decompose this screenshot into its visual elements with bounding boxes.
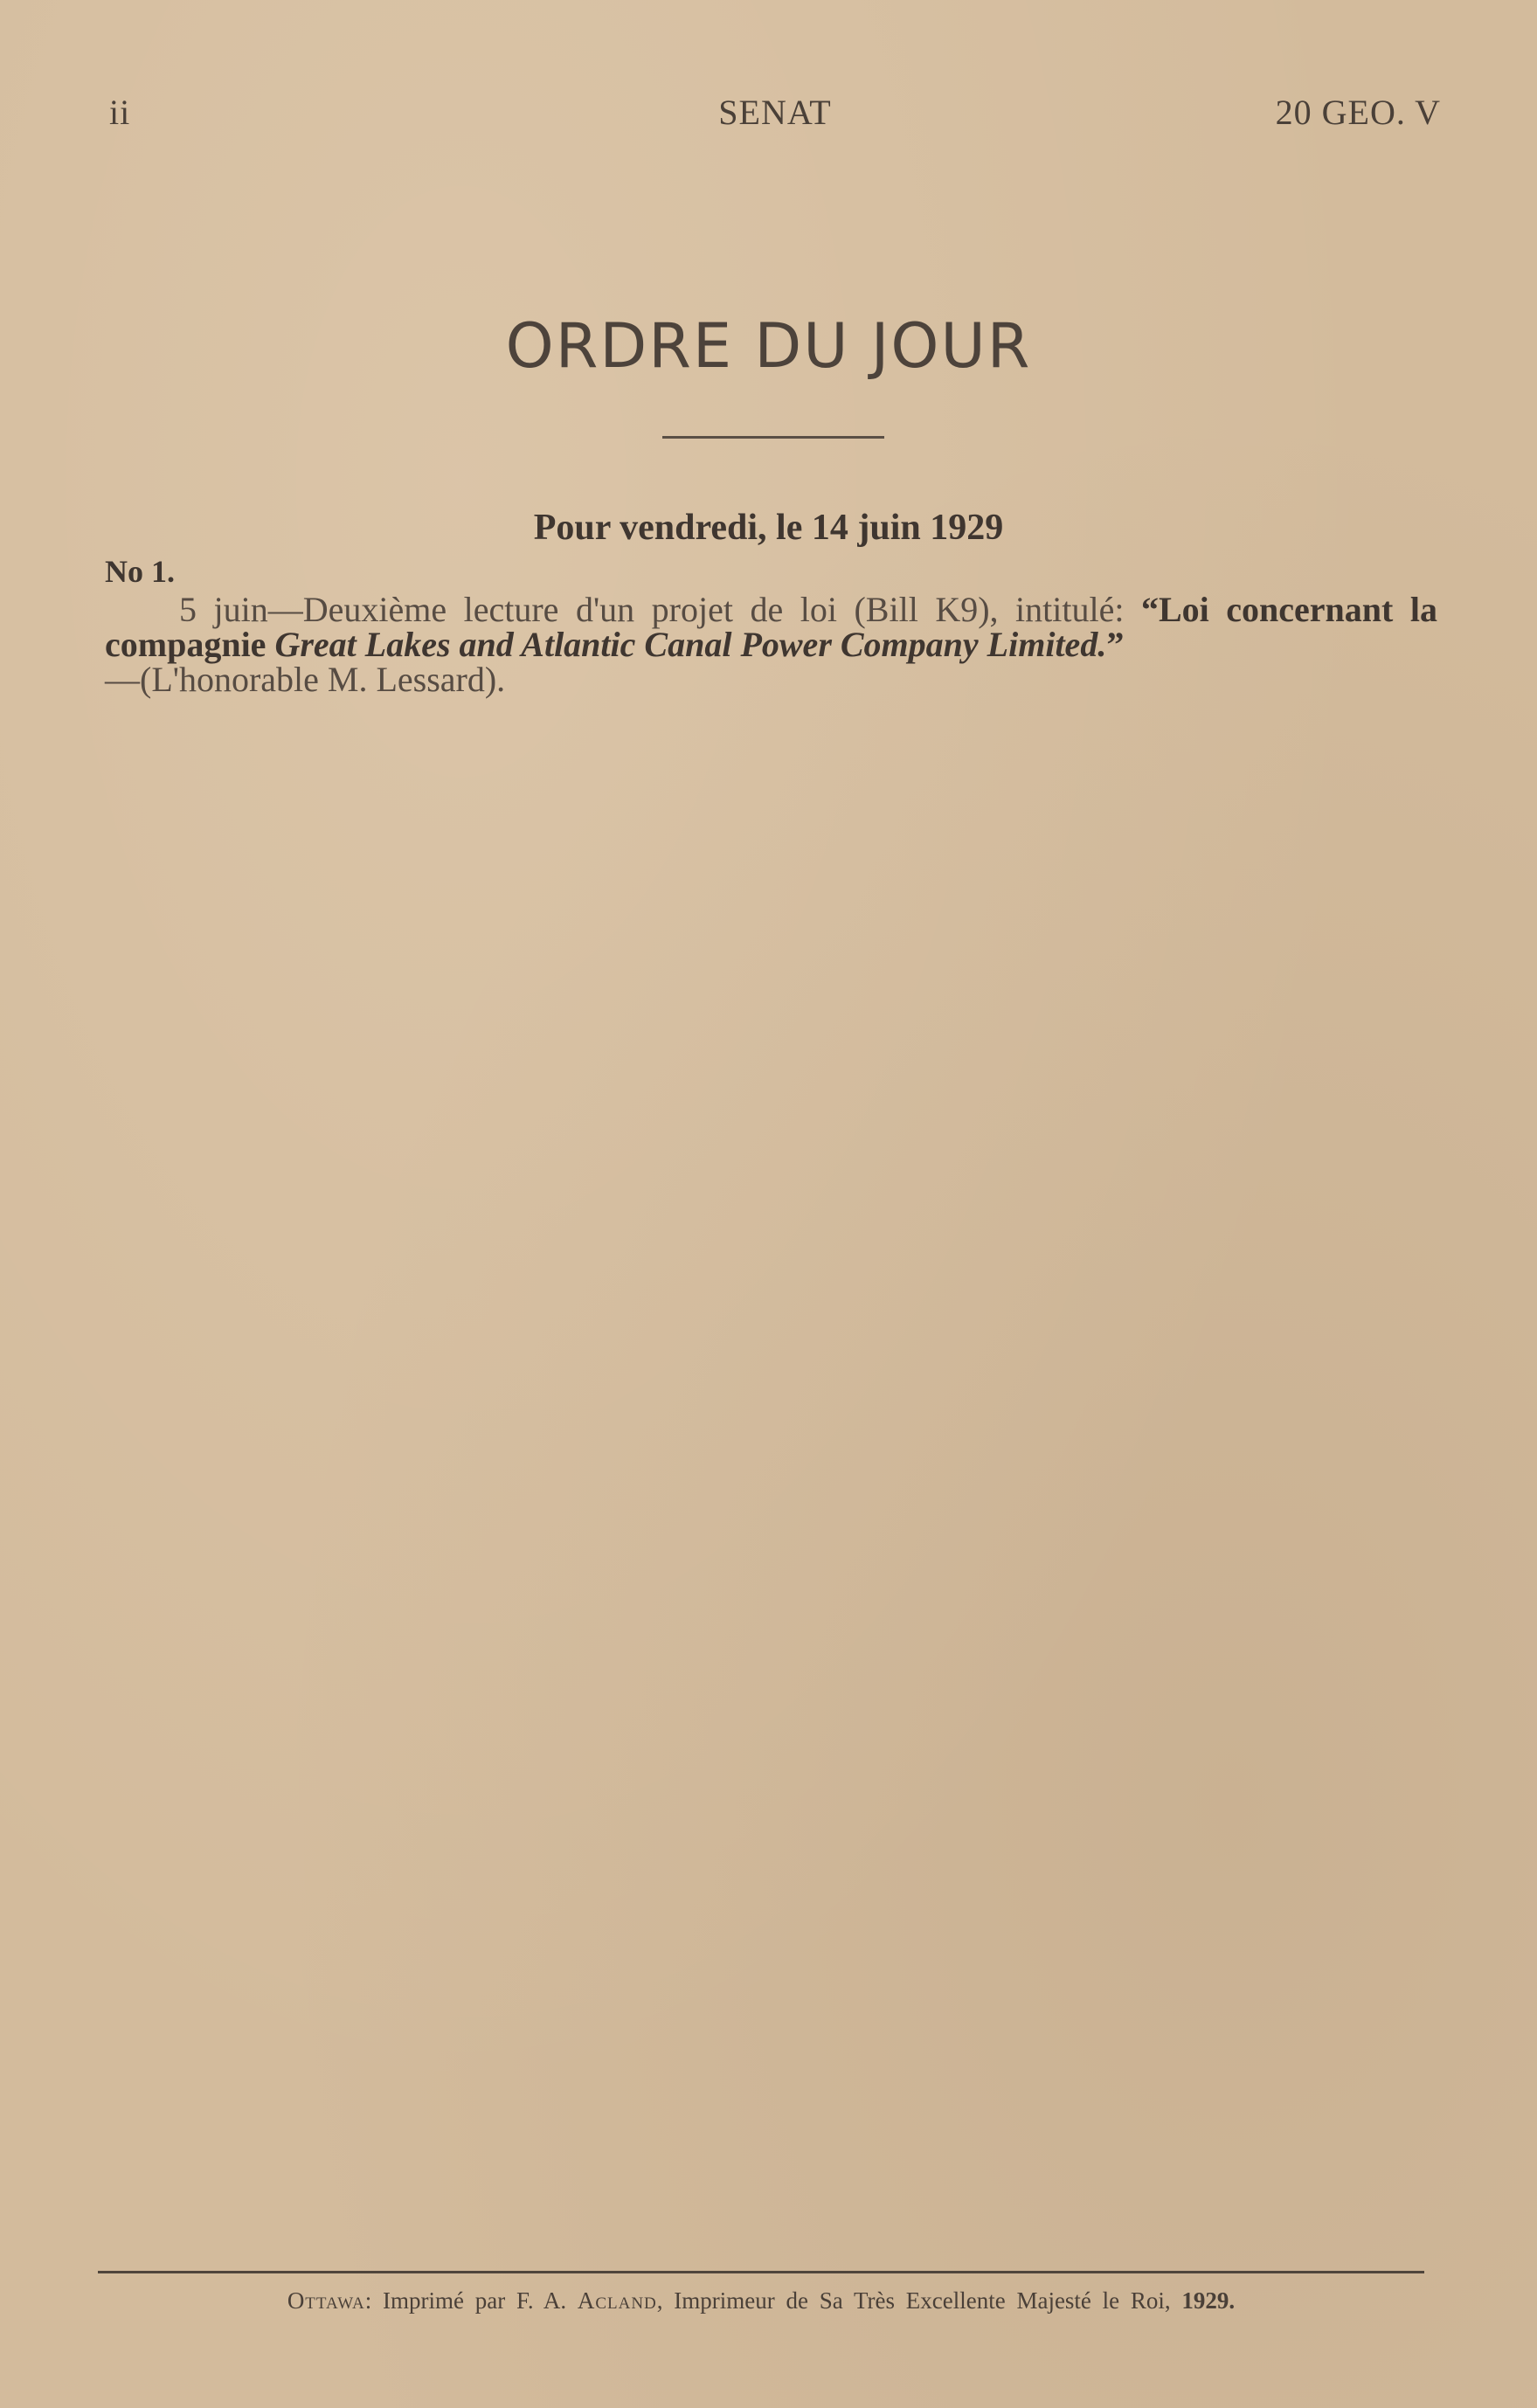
imprint-printer-title: , Imprimeur de Sa Très Excellente Majesté le Roi, xyxy=(656,2287,1182,2314)
running-head-right: 20 GEO. V xyxy=(1275,93,1441,132)
item-title-italic: Great Lakes and Atlantic Canal Power Company Limited. xyxy=(274,625,1107,664)
item-sponsor: —(L'honorable M. Lessard). xyxy=(105,660,506,699)
imprint-year: 1929. xyxy=(1181,2287,1236,2314)
running-head-center: SENAT xyxy=(718,93,832,132)
page-number: ii xyxy=(109,93,131,132)
imprint-printed-by: Imprimé par F. A. xyxy=(383,2287,578,2314)
item-title-bold: “Loi concernant la compagnie Great Lakes and Atlantic Canal Power Company Limited.” xyxy=(105,590,1437,664)
running-head xyxy=(109,92,1441,135)
footer-divider xyxy=(98,2271,1424,2273)
item-text-lead: 5 juin—Deuxième lecture d'un projet de loi (Bill K9), intitulé: xyxy=(179,590,1141,629)
imprint-city: Ottawa xyxy=(287,2287,365,2314)
page-title: ORDRE DU JOUR xyxy=(505,310,1032,382)
title-divider xyxy=(662,436,884,439)
item-text xyxy=(105,592,1437,697)
printer-imprint: Ottawa: Imprimé par F. A. Acland, Imprimeur de Sa Très Excellente Majesté le Roi, 1929. xyxy=(287,2287,1236,2314)
date-heading: Pour vendredi, le 14 juin 1929 xyxy=(533,508,1004,548)
item-number: No 1. xyxy=(105,554,175,589)
imprint-printer: Acland xyxy=(577,2287,657,2314)
